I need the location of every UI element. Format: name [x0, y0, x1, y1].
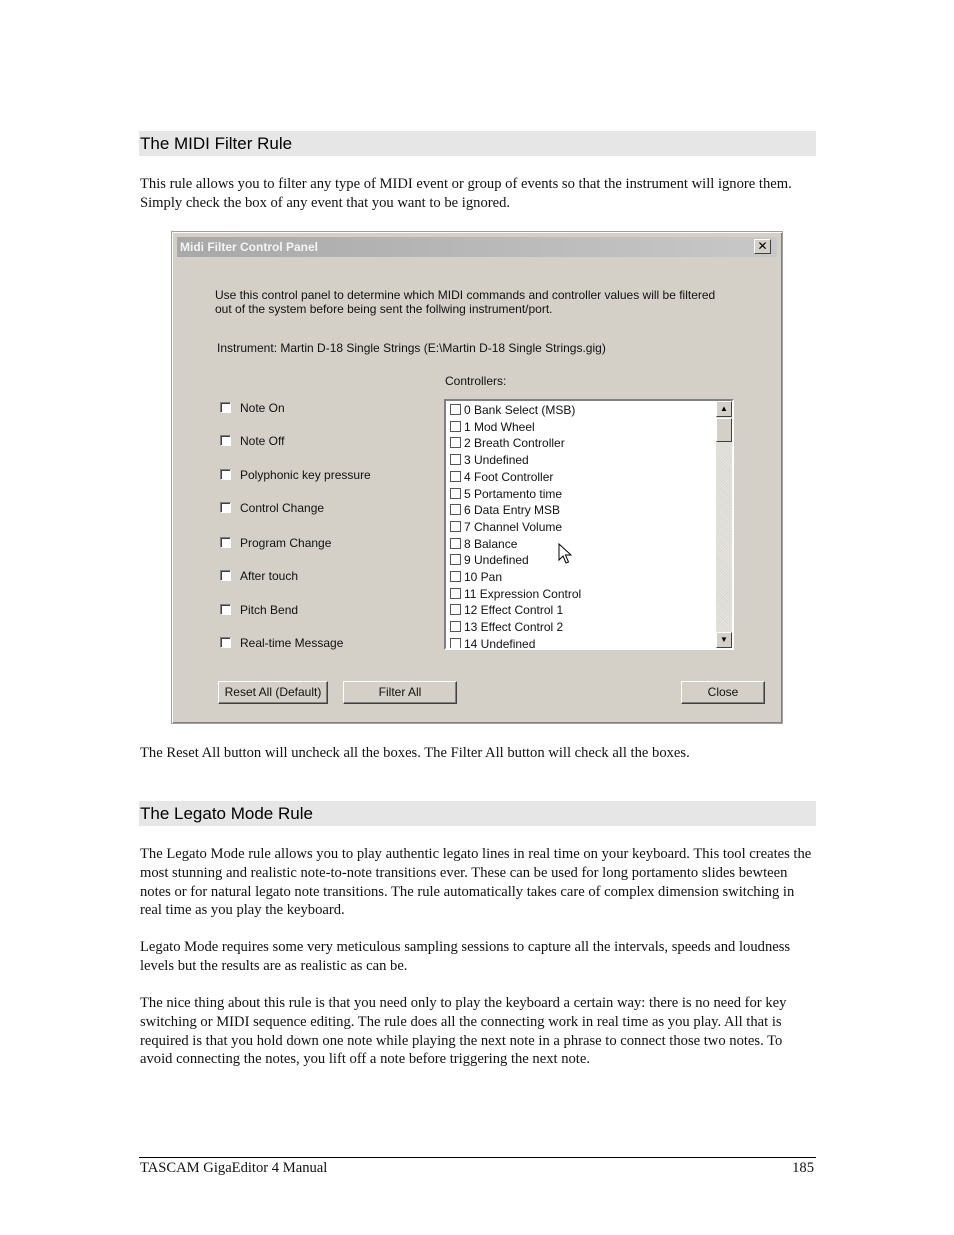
checkbox-label: After touch — [240, 569, 299, 583]
instrument-label: Instrument: Martin D-18 Single Strings (E:\Martin D-18 Single Strings.gig) — [217, 341, 606, 355]
list-item[interactable]: 9 Undefined — [450, 553, 529, 569]
list-item[interactable]: 11 Expression Control — [450, 587, 581, 603]
midi-filter-dialog — [171, 231, 783, 724]
section-heading-midi-filter: The MIDI Filter Rule — [139, 131, 816, 156]
checkbox[interactable] — [220, 570, 231, 581]
footer-title: TASCAM GigaEditor 4 Manual — [140, 1160, 328, 1176]
list-item[interactable]: 4 Foot Controller — [450, 470, 553, 486]
checkbox[interactable] — [220, 537, 231, 548]
section-heading-legato-mode: The Legato Mode Rule — [139, 801, 816, 826]
scrollbar-thumb[interactable] — [716, 418, 732, 442]
checkbox[interactable] — [450, 454, 461, 465]
list-item[interactable]: 0 Bank Select (MSB) — [450, 403, 575, 419]
checkbox-label: Pitch Bend — [240, 603, 299, 617]
reset-all-button[interactable]: Reset All (Default) — [218, 681, 328, 704]
checkbox-label: Program Change — [240, 536, 332, 550]
legato-para-2: Legato Mode requires some very meticulous sampling sessions to capture all the intervals, speeds and loudness levels but the results are as realistic as can be. — [140, 939, 791, 974]
buttons-explanation: The Reset All button will uncheck all the boxes. The Filter All button will check all the boxes. — [140, 745, 690, 761]
list-item[interactable]: 3 Undefined — [450, 453, 529, 469]
controllers-listbox[interactable] — [444, 399, 734, 650]
checkbox-label: Note Off — [240, 434, 285, 448]
checkbox[interactable] — [220, 402, 231, 413]
list-item[interactable]: 14 Undefined — [450, 637, 535, 650]
checkbox[interactable] — [220, 502, 231, 513]
checkbox[interactable] — [450, 571, 461, 582]
list-item[interactable]: 2 Breath Controller — [450, 436, 565, 452]
list-item[interactable]: 12 Effect Control 1 — [450, 603, 563, 619]
list-item[interactable]: 5 Portamento time — [450, 487, 562, 503]
mouse-pointer-icon — [558, 543, 572, 565]
scroll-up-icon[interactable]: ▲ — [716, 401, 732, 417]
checkbox[interactable] — [450, 588, 461, 599]
scroll-down-icon[interactable]: ▼ — [716, 632, 732, 648]
checkbox[interactable] — [450, 521, 461, 532]
dialog-intro-line1: Use this control panel to determine which MIDI commands and controller values will be filtered — [215, 288, 716, 302]
checkbox[interactable] — [220, 435, 231, 446]
checkbox[interactable] — [450, 554, 461, 565]
list-item[interactable]: 10 Pan — [450, 570, 502, 586]
controllers-label: Controllers: — [445, 374, 507, 388]
list-item[interactable]: 7 Channel Volume — [450, 520, 562, 536]
legato-para-1: The Legato Mode rule allows you to play authentic legato lines in real time on your keyboard. This tool creates the most stunning and realistic note-to-note transitions ever. These can be used for long portamento slides bewteen notes or for natural legato note transitions. The rule automatically takes care of complex dimension switching in real time as you play the keyboard. — [140, 846, 812, 919]
footer-divider — [139, 1157, 816, 1158]
checkbox-label: Control Change — [240, 501, 325, 515]
checkbox-label: Note On — [240, 401, 285, 415]
dialog-titlebar — [177, 237, 777, 257]
checkbox[interactable] — [450, 404, 461, 415]
page-number: 185 — [792, 1160, 814, 1176]
close-button[interactable]: Close — [681, 681, 765, 704]
filter-all-button[interactable]: Filter All — [343, 681, 457, 704]
checkbox[interactable] — [450, 421, 461, 432]
midi-filter-intro: This rule allows you to filter any type of MIDI event or group of events so that the instrument will ignore them. Simply check the box of any event that you want to be ignored. — [140, 176, 792, 211]
checkbox[interactable] — [450, 471, 461, 482]
checkbox[interactable] — [450, 604, 461, 615]
checkbox[interactable] — [220, 637, 231, 648]
dialog-title: Midi Filter Control Panel — [180, 240, 319, 254]
checkbox[interactable] — [450, 638, 461, 649]
checkbox[interactable] — [450, 488, 461, 499]
close-icon[interactable]: ✕ — [754, 239, 771, 254]
checkbox[interactable] — [220, 469, 231, 480]
legato-para-3: The nice thing about this rule is that you need only to play the keyboard a certain way: there is no need for key switching or MIDI sequence editing. The rule does all the connecting work in real time as you play. All that is required is that you hold down one note while playing the next note in a phrase to connect those two notes. To avoid connecting the notes, you lift off a note before triggering the next note. — [140, 995, 787, 1068]
checkbox-label: Real-time Message — [240, 636, 344, 650]
checkbox[interactable] — [450, 538, 461, 549]
checkbox[interactable] — [450, 504, 461, 515]
list-item[interactable]: 6 Data Entry MSB — [450, 503, 560, 519]
dialog-intro-line2: out of the system before being sent the follwing instrument/port. — [215, 302, 553, 316]
checkbox-label: Polyphonic key pressure — [240, 468, 371, 482]
list-item[interactable]: 13 Effect Control 2 — [450, 620, 563, 636]
checkbox[interactable] — [450, 621, 461, 632]
checkbox[interactable] — [450, 437, 461, 448]
list-item[interactable]: 8 Balance — [450, 537, 517, 553]
list-item[interactable]: 1 Mod Wheel — [450, 420, 535, 436]
checkbox[interactable] — [220, 604, 231, 615]
controllers-scrollbar[interactable] — [716, 401, 732, 648]
